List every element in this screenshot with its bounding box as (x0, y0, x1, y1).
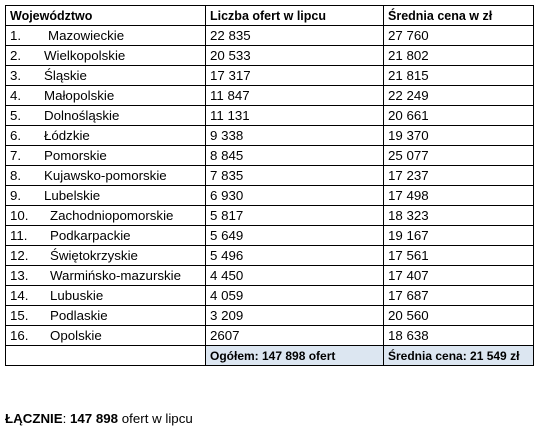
grand-total-colon: : (62, 411, 71, 426)
offer-count-cell (206, 106, 384, 126)
row-number: 7. (10, 147, 22, 163)
table-row (6, 286, 534, 306)
average-price-cell (384, 106, 534, 126)
offer-count: 6 930 (210, 187, 244, 203)
average-price: 18 323 (388, 207, 429, 223)
region-cell (6, 326, 206, 346)
offer-count-cell (206, 46, 384, 66)
region-cell (6, 306, 206, 326)
offer-count-cell (206, 26, 384, 46)
offer-count: 5 817 (210, 207, 244, 223)
row-number: 10. (10, 207, 29, 223)
table-row (6, 106, 534, 126)
table-row (6, 266, 534, 286)
region-cell (6, 46, 206, 66)
offer-count-cell (206, 326, 384, 346)
region-name: Kujawsko-pomorskie (44, 167, 167, 183)
region-cell (6, 226, 206, 246)
region-name: Warmińsko-mazurskie (50, 267, 182, 283)
offer-count: 5 649 (210, 227, 244, 243)
region-cell (6, 246, 206, 266)
offer-count-cell (206, 246, 384, 266)
offer-count-cell (206, 266, 384, 286)
offer-count: 11 131 (210, 107, 250, 123)
table-row (6, 146, 534, 166)
offer-count-cell (206, 146, 384, 166)
average-price: 22 249 (388, 87, 429, 103)
table-row (6, 46, 534, 66)
row-number: 5. (10, 107, 22, 123)
region-cell (6, 26, 206, 46)
header-region: Województwo (6, 6, 206, 26)
region-name: Podlaskie (50, 307, 108, 323)
header-offer-count: Liczba ofert w lipcu (206, 6, 384, 26)
table-row (6, 86, 534, 106)
row-number: 9. (10, 187, 22, 203)
table-row (6, 126, 534, 146)
region-name: Lubelskie (44, 187, 101, 203)
average-price-cell (384, 46, 534, 66)
table-row (6, 206, 534, 226)
average-price-cell (384, 26, 534, 46)
offer-count: 9 338 (210, 127, 244, 143)
average-price: 20 560 (388, 307, 429, 323)
region-name: Pomorskie (44, 147, 107, 163)
region-name: Podkarpackie (50, 227, 131, 243)
offer-count-cell (206, 186, 384, 206)
region-name: Lubuskie (50, 287, 104, 303)
offer-count-cell (206, 86, 384, 106)
row-number: 14. (10, 287, 29, 303)
row-number: 6. (10, 127, 22, 143)
region-cell (6, 206, 206, 226)
table-row (6, 166, 534, 186)
average-price: 19 370 (388, 127, 429, 143)
region-cell (6, 146, 206, 166)
offer-count-cell (206, 306, 384, 326)
offer-count-cell (206, 66, 384, 86)
row-number: 16. (10, 327, 29, 343)
average-price-cell (384, 126, 534, 146)
region-cell (6, 286, 206, 306)
average-price-cell (384, 186, 534, 206)
average-price-cell (384, 246, 534, 266)
offer-count: 7 835 (210, 167, 244, 183)
average-price: 27 760 (388, 27, 429, 43)
row-number: 3. (10, 67, 22, 83)
grand-total-line (5, 411, 193, 426)
average-price-cell (384, 266, 534, 286)
region-cell (6, 86, 206, 106)
overall-average-price-cell: Średnia cena: 21 549 zł (384, 346, 534, 366)
offer-count-cell (206, 166, 384, 186)
row-number: 15. (10, 307, 29, 323)
average-price-cell (384, 166, 534, 186)
average-price-cell (384, 146, 534, 166)
grand-total-label: ŁĄCZNIE (5, 411, 63, 426)
offer-count: 22 835 (210, 27, 251, 43)
average-price: 19 167 (388, 227, 429, 243)
row-number: 4. (10, 87, 22, 103)
region-name: Mazowieckie (48, 27, 125, 43)
offer-count: 5 496 (210, 247, 244, 263)
average-price-cell (384, 226, 534, 246)
table-row (6, 66, 534, 86)
region-name: Świętokrzyskie (50, 247, 138, 263)
offer-count: 3 209 (210, 307, 244, 323)
average-price: 21 815 (388, 67, 429, 83)
offer-count-cell (206, 126, 384, 146)
region-name: Opolskie (50, 327, 102, 343)
offer-count: 8 845 (210, 147, 244, 163)
average-price-cell (384, 326, 534, 346)
table-header-row (6, 6, 534, 26)
table-row (6, 26, 534, 46)
offer-count: 20 533 (210, 47, 251, 63)
average-price-cell (384, 206, 534, 226)
average-price: 18 638 (388, 327, 429, 343)
region-name: Śląskie (44, 67, 87, 83)
offer-count: 4 450 (210, 267, 244, 283)
grand-total-suffix: ofert w lipcu (118, 411, 193, 426)
region-cell (6, 166, 206, 186)
offer-count: 2607 (210, 327, 240, 343)
offer-count-cell (206, 206, 384, 226)
table-row (6, 246, 534, 266)
summary-row (6, 346, 534, 366)
table-row (6, 306, 534, 326)
average-price: 17 407 (388, 267, 429, 283)
average-price: 25 077 (388, 147, 429, 163)
row-number: 12. (10, 247, 29, 263)
region-cell (6, 106, 206, 126)
region-name: Zachodniopomorskie (50, 207, 174, 223)
average-price-cell (384, 286, 534, 306)
summary-empty-cell (6, 346, 206, 366)
region-name: Dolnośląskie (44, 107, 120, 123)
region-name: Wielkopolskie (44, 47, 126, 63)
average-price-cell (384, 86, 534, 106)
region-cell (6, 186, 206, 206)
average-price-cell (384, 66, 534, 86)
grand-total-value: 147 898 (70, 411, 119, 426)
offer-count: 11 847 (210, 87, 250, 103)
average-price: 17 498 (388, 187, 429, 203)
table-row (6, 226, 534, 246)
header-average-price: Średnia cena w zł (384, 6, 534, 26)
average-price: 17 687 (388, 287, 429, 303)
region-cell (6, 66, 206, 86)
average-price: 20 661 (388, 107, 429, 123)
offer-count-cell (206, 286, 384, 306)
offer-count-cell (206, 226, 384, 246)
region-name: Łódzkie (44, 127, 90, 143)
offer-count: 4 059 (210, 287, 244, 303)
region-cell (6, 126, 206, 146)
row-number: 8. (10, 167, 22, 183)
average-price: 17 237 (388, 167, 429, 183)
offer-count: 17 317 (210, 67, 251, 83)
region-name: Małopolskie (44, 87, 115, 103)
region-cell (6, 266, 206, 286)
row-number: 1. (10, 27, 22, 43)
row-number: 2. (10, 47, 22, 63)
average-price-cell (384, 306, 534, 326)
average-price: 17 561 (388, 247, 429, 263)
total-offers-cell: Ogółem: 147 898 ofert (206, 346, 384, 366)
row-number: 11. (10, 227, 28, 243)
table-row (6, 326, 534, 346)
row-number: 13. (10, 267, 29, 283)
table-row (6, 186, 534, 206)
average-price: 21 802 (388, 47, 429, 63)
offers-table (5, 5, 534, 366)
